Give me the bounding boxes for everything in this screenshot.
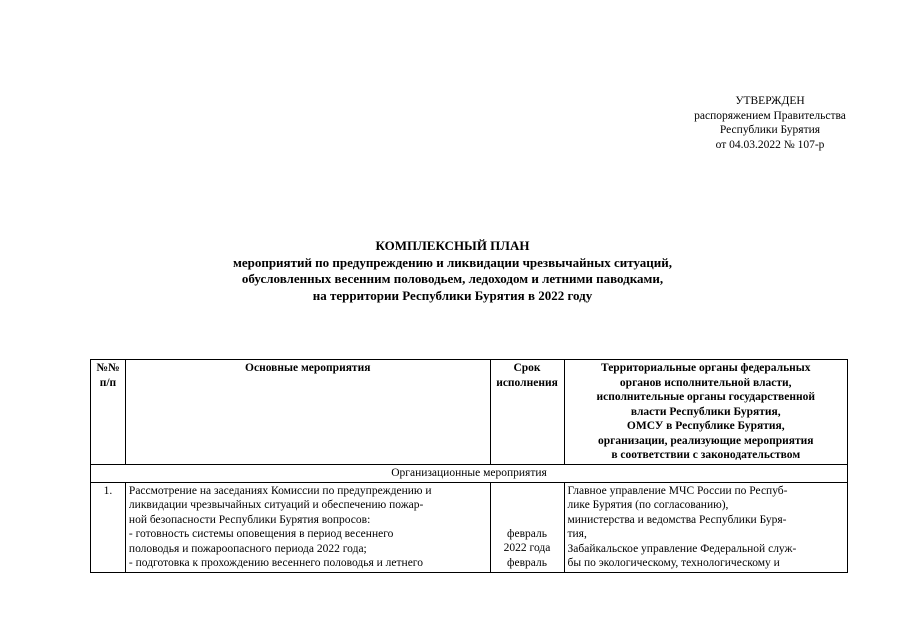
approval-line-approved: УТВЕРЖДЕН [735,95,805,107]
header-number-line: п/п [99,376,117,389]
approval-line-order: распоряжением Правительства [694,109,846,122]
title-line-4: на территории Республики Бурятия в 2022 году [312,287,593,303]
approval-line-date: от 04.03.2022 № 107-р [715,138,825,151]
org-text-line: Забайкальское управление Федеральной служ- [567,542,797,555]
plan-table [90,359,848,573]
term-line: февраль [507,527,547,540]
title-line-2: мероприятий по предупреждению и ликвидации чрезвычайных ситуаций, [232,254,673,270]
document-title [0,238,905,304]
main-text-line: ной безопасности Республики Бурятия вопросов: [128,513,371,526]
header-org-line: органов исполнительной власти, [619,376,792,389]
table-header-row [91,360,848,465]
header-term [490,360,564,465]
approval-stamp [670,94,870,152]
header-main-activities: Основные мероприятия [125,360,490,465]
header-number-line: №№ [96,362,120,374]
main-text-line: Рассмотрение на заседаниях Комиссии по предупреждению и [128,484,432,497]
org-text-line: тия, [567,528,587,540]
approval-line-republic: Республики Бурятия [719,124,821,136]
header-org-line: власти Республики Бурятия, [630,405,781,418]
org-text-line: лике Бурятия (по согласованию), [567,499,729,511]
org-text-line: Главное управление МЧС России по Респуб- [567,484,788,497]
row-main-activity [125,482,490,572]
org-text-line: министерства и ведомства Республики Буря- [567,513,787,526]
title-line-1: КОМПЛЕКСНЫЙ ПЛАН [375,238,530,253]
main-text-line: ликвидации чрезвычайных ситуаций и обеспечению пожар- [128,499,424,511]
header-org-line: организации, реализующие мероприятия [598,434,814,447]
main-text-line: половодья и пожароопасного периода 2022 года; [128,542,367,555]
row-number: 1. [91,482,126,572]
header-org-line: в соответствии с законодательством [611,449,801,461]
header-organizations [564,360,848,465]
header-org-line: ОМСУ в Республике Бурятия, [626,420,785,432]
header-term-line: исполнения [496,376,558,389]
header-org-line: Территориальные органы федеральных [600,362,811,374]
row-organizations [564,482,848,572]
header-number [91,360,126,465]
title-line-3: обусловленных весенним половодьем, ледоходом и летними паводками, [241,271,664,286]
term-line: февраль [507,556,547,569]
section-row [91,465,848,483]
main-text-line: - подготовка к прохождению весеннего половодья и летнего [128,557,423,569]
org-text-line: бы по экологическому, технологическому и [567,557,780,569]
header-org-line: исполнительные органы государственной [596,391,815,403]
table-row [91,482,848,572]
section-title: Организационные мероприятия [91,465,848,483]
term-line: 2022 года [503,542,551,554]
row-term [490,482,564,572]
main-text-line: - готовность системы оповещения в период весеннего [128,528,394,540]
header-term-line: Срок [513,362,541,374]
